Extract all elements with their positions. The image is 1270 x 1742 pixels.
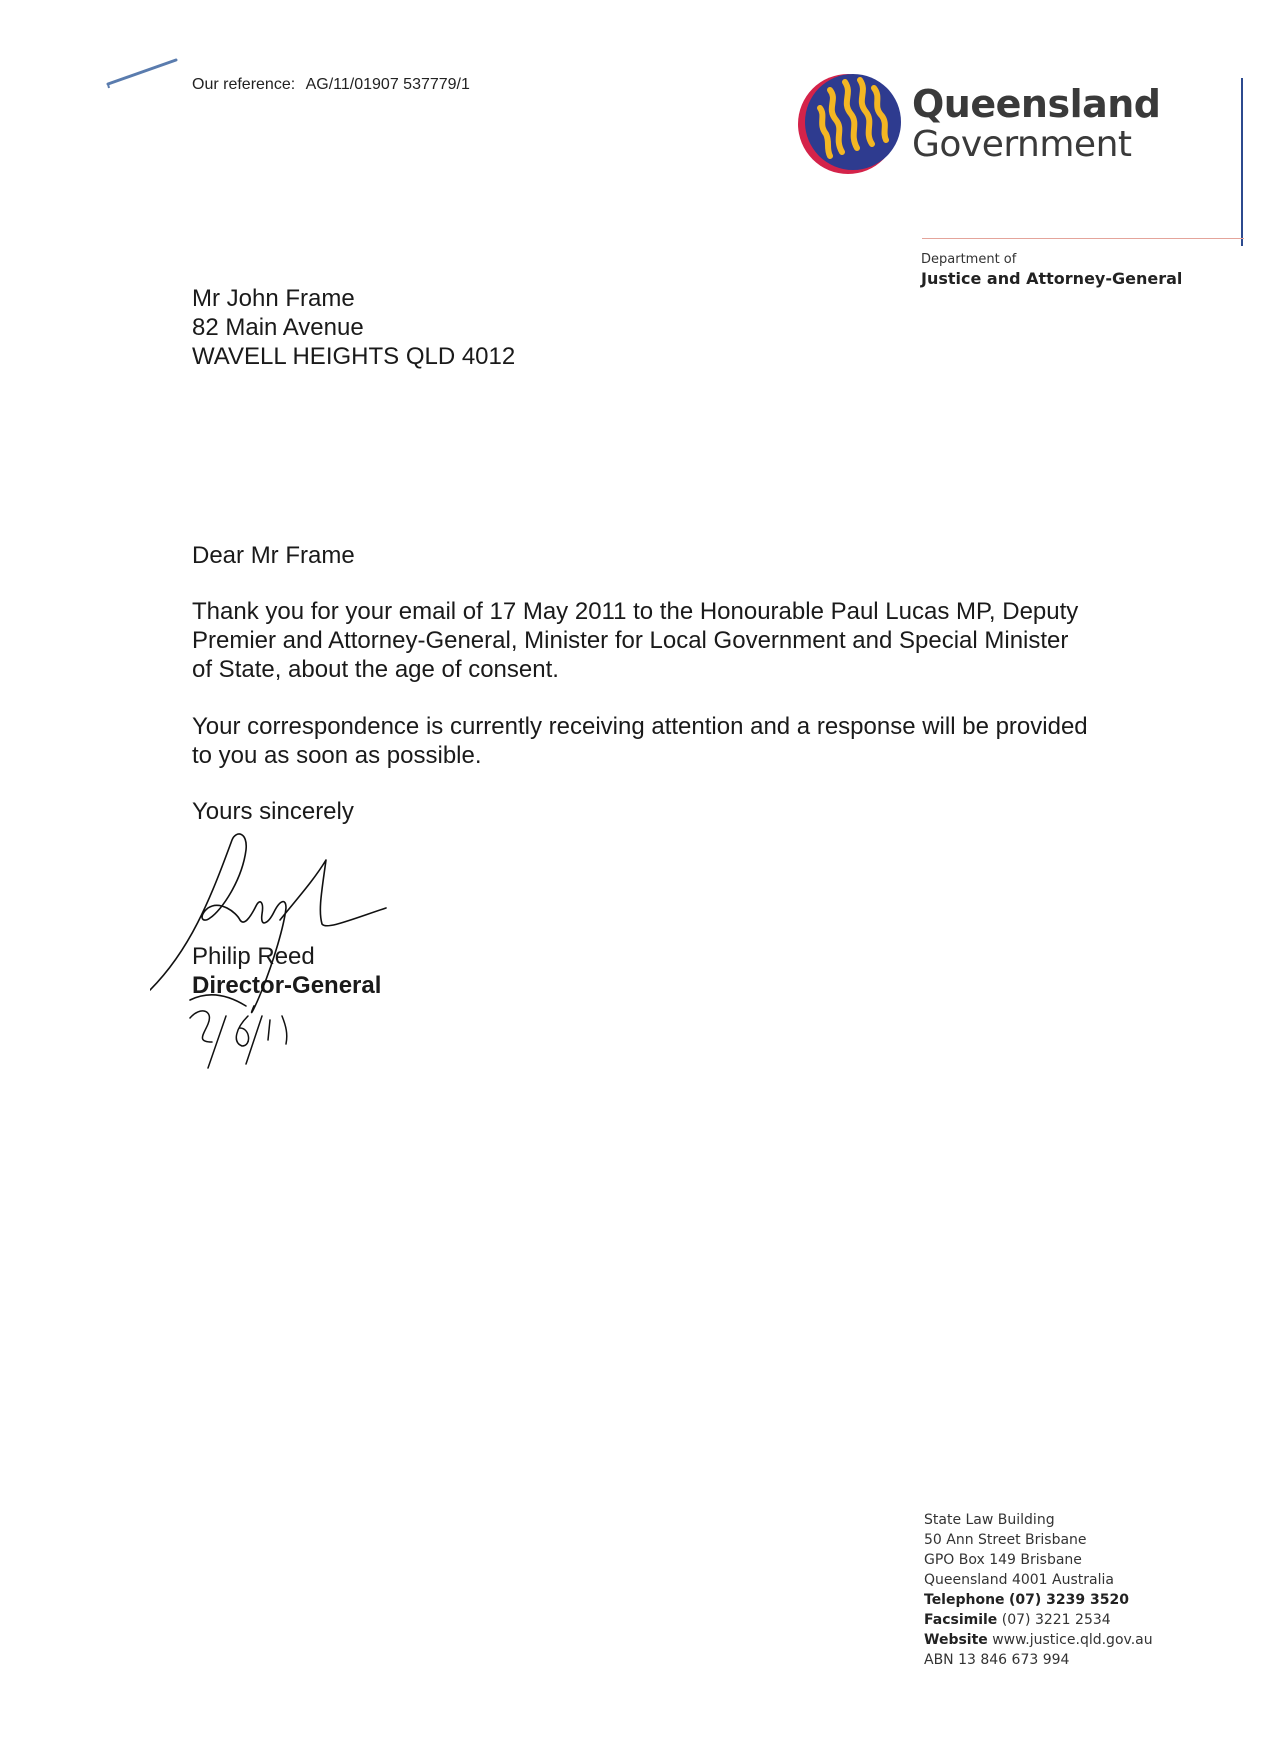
paragraph-2 xyxy=(192,712,1192,770)
recipient-street: 82 Main Avenue xyxy=(192,314,364,341)
handwritten-signature xyxy=(150,820,450,1080)
footer-contact xyxy=(924,1510,1153,1670)
reference-label: Our reference: xyxy=(192,76,296,93)
logo-emblem-icon xyxy=(790,68,902,180)
edge-bar-decoration xyxy=(1241,78,1243,246)
recipient-locality: WAVELL HEIGHTS QLD 4012 xyxy=(192,343,516,370)
salutation: Dear Mr Frame xyxy=(192,542,355,569)
footer-building: State Law Building xyxy=(924,1512,1055,1528)
recipient-address xyxy=(192,284,515,371)
department-divider xyxy=(922,238,1244,239)
signer-title: Director-General xyxy=(192,972,382,999)
facsimile-value: (07) 3221 2534 xyxy=(1001,1612,1111,1628)
telephone-value: (07) 3239 3520 xyxy=(1009,1592,1129,1608)
reference-value: AG/11/01907 537779/1 xyxy=(305,76,470,93)
logo-text-queensland: Queensland xyxy=(912,82,1161,126)
recipient-name: Mr John Frame xyxy=(192,285,355,312)
footer-abn: ABN 13 846 673 994 xyxy=(924,1652,1070,1668)
signer-name: Philip Reed xyxy=(192,943,315,970)
footer-telephone xyxy=(924,1590,1153,1610)
paragraph-line: to you as soon as possible. xyxy=(192,742,482,769)
footer-po-box: GPO Box 149 Brisbane xyxy=(924,1552,1082,1568)
website-label: Website xyxy=(924,1632,988,1648)
footer-website xyxy=(924,1630,1153,1650)
our-reference xyxy=(192,76,470,94)
website-value: www.justice.qld.gov.au xyxy=(992,1632,1153,1648)
telephone-label: Telephone xyxy=(924,1592,1005,1608)
staple-mark xyxy=(104,56,184,90)
footer-state: Queensland 4001 Australia xyxy=(924,1572,1114,1588)
facsimile-label: Facsimile xyxy=(924,1612,998,1628)
footer-street: 50 Ann Street Brisbane xyxy=(924,1532,1087,1548)
department-prefix: Department of xyxy=(921,252,1017,267)
paragraph-line: of State, about the age of consent. xyxy=(192,656,559,683)
paragraph-line: Thank you for your email of 17 May 2011 to the Honourable Paul Lucas MP, Deputy xyxy=(192,598,1079,625)
closing: Yours sincerely xyxy=(192,798,354,825)
department-name: Justice and Attorney-General xyxy=(921,269,1183,288)
queensland-government-logo xyxy=(790,68,1270,188)
paragraph-1 xyxy=(192,597,1192,684)
logo-text-government: Government xyxy=(912,124,1132,165)
paragraph-line: Premier and Attorney-General, Minister for Local Government and Special Minister xyxy=(192,627,1069,654)
footer-facsimile xyxy=(924,1610,1153,1630)
paragraph-line: Your correspondence is currently receiving attention and a response will be provided xyxy=(192,713,1088,740)
